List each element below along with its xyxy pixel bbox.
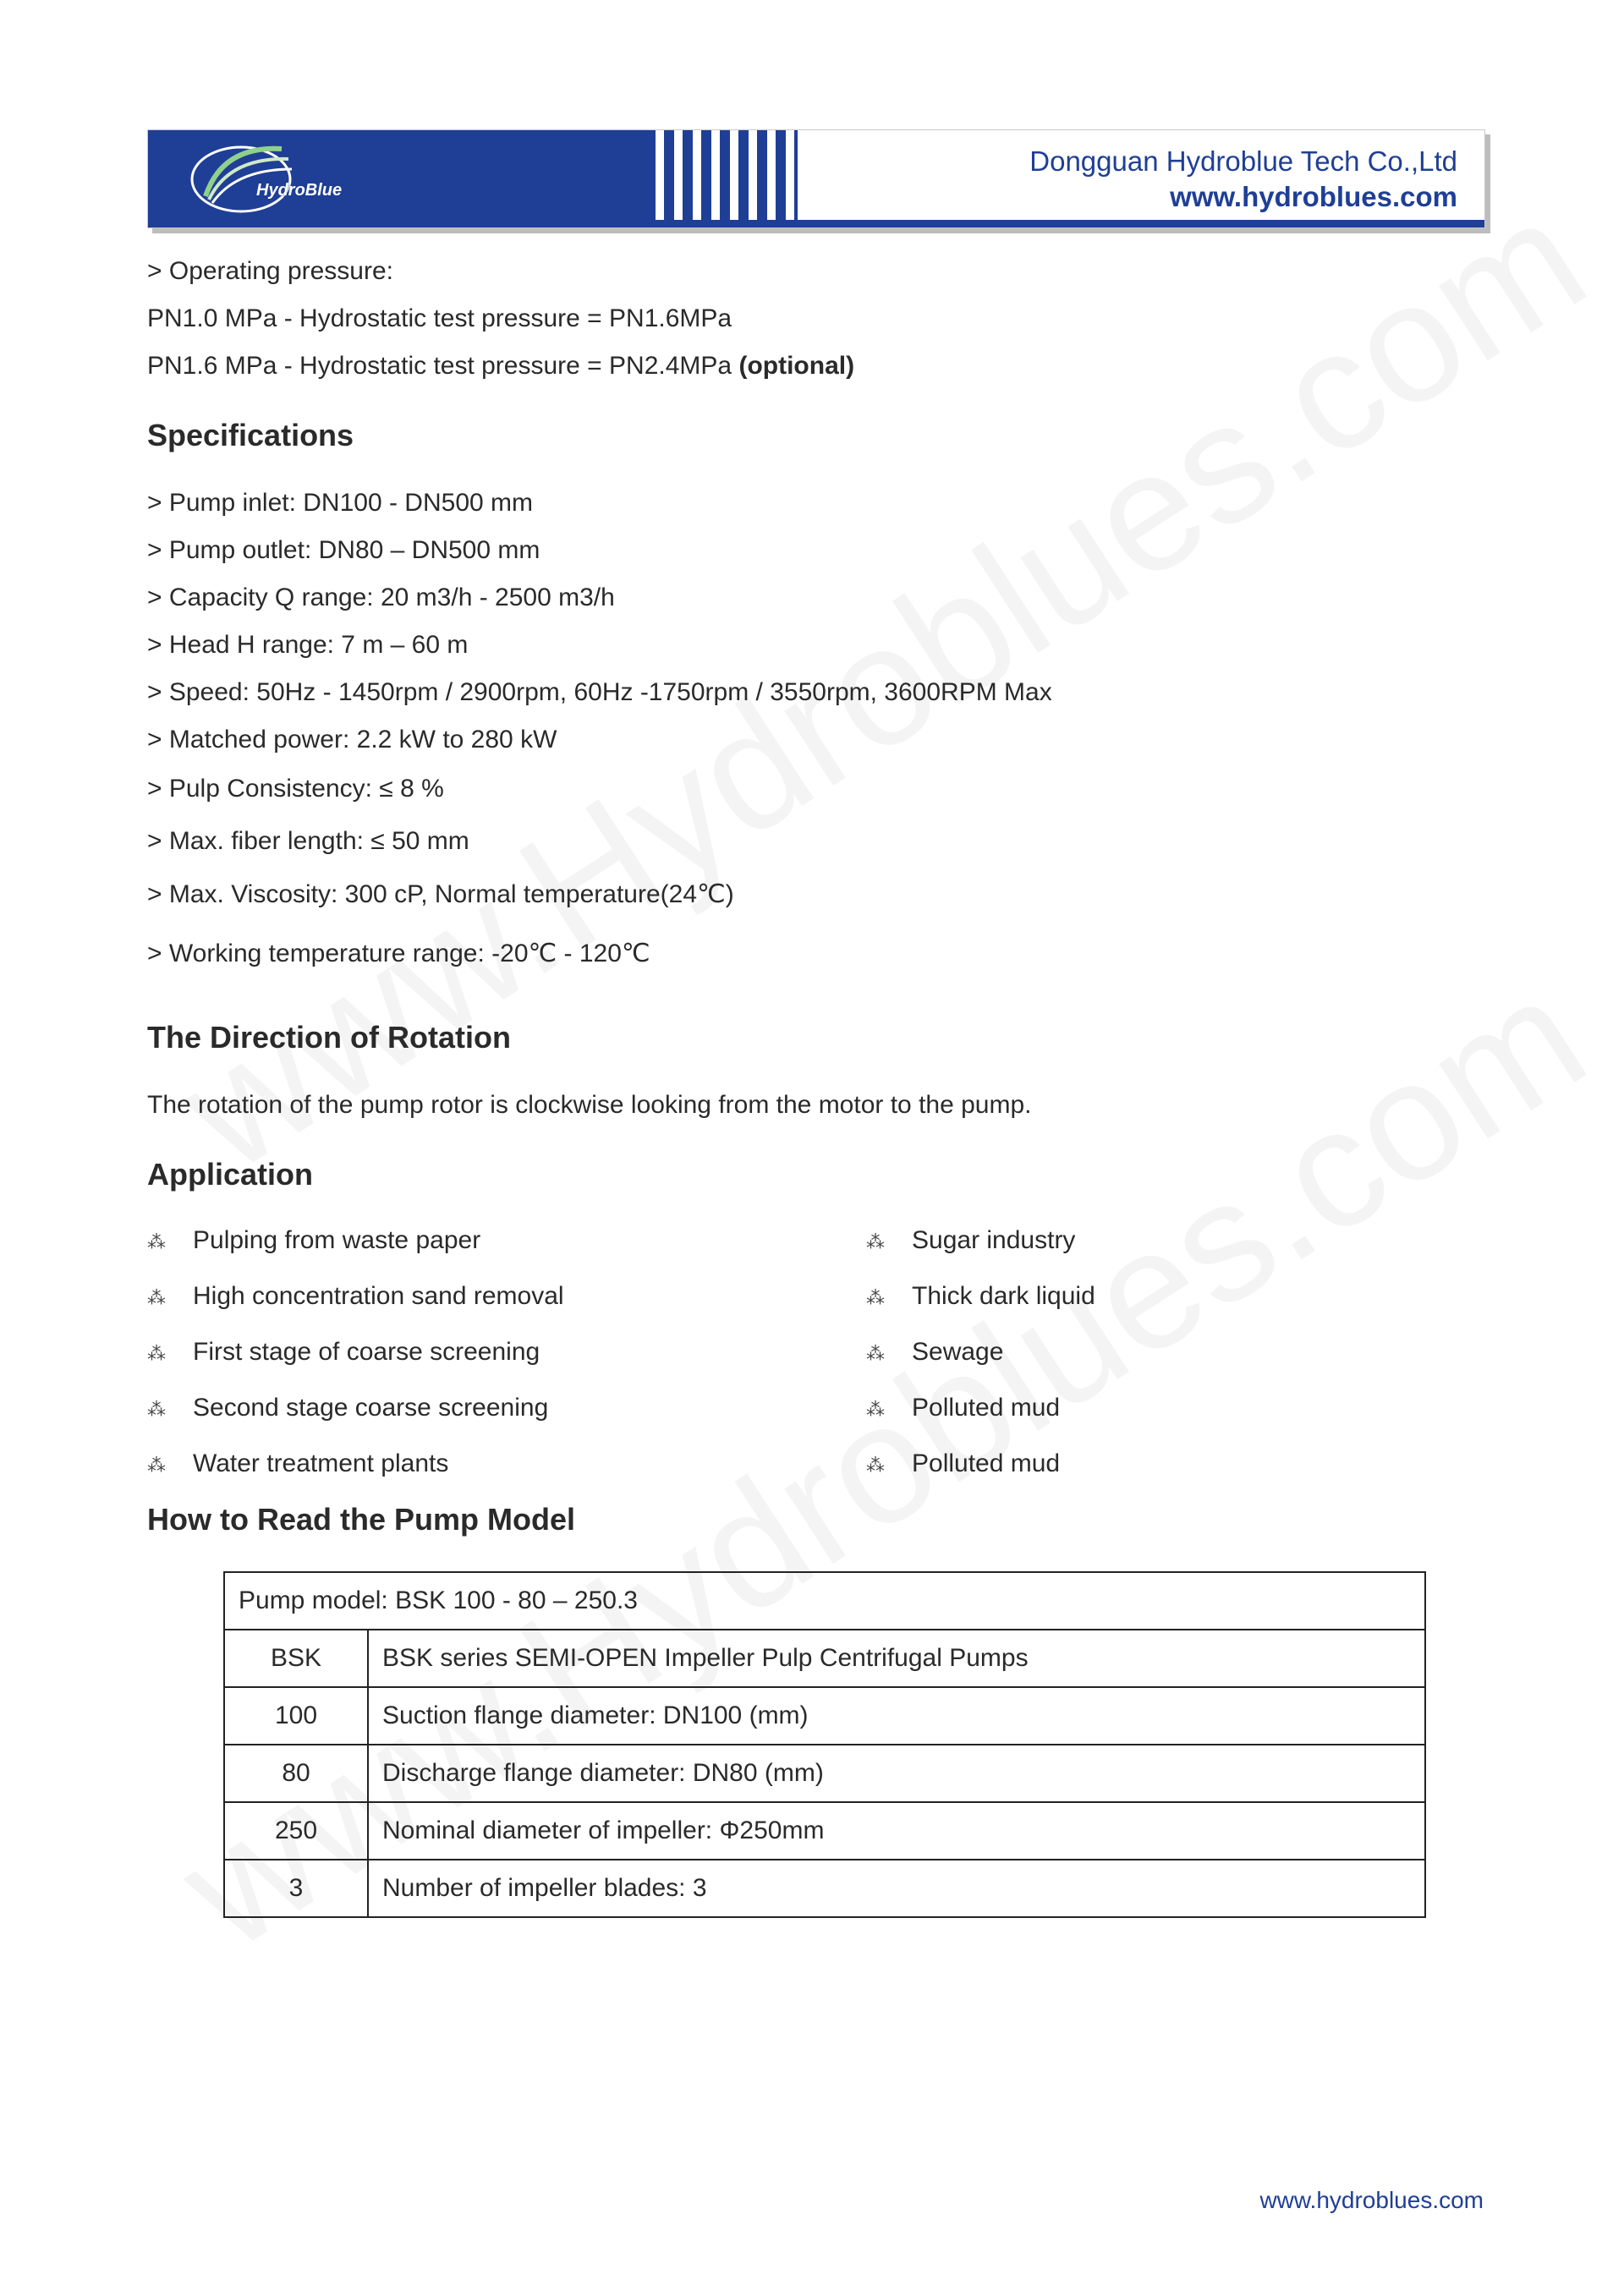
bullet-icon: ⁂	[147, 1287, 166, 1308]
application-item	[866, 1226, 1075, 1255]
bullet-icon: ⁂	[866, 1287, 885, 1308]
bullet-icon: ⁂	[866, 1455, 885, 1476]
application-item-label: High concentration sand removal	[193, 1282, 564, 1310]
model-code-cell: 250	[224, 1802, 368, 1860]
pressure-line-2-text: PN1.6 MPa - Hydrostatic test pressure = PN2.4MPa	[147, 352, 732, 380]
model-desc-cell: Suction flange diameter: DN100 (mm)	[368, 1687, 1425, 1745]
pressure-line-1: PN1.0 MPa - Hydrostatic test pressure = PN1.6MPa	[147, 304, 732, 332]
bullet-icon: ⁂	[866, 1231, 885, 1252]
model-code-cell: 3	[224, 1860, 368, 1917]
specifications-heading: Specifications	[147, 418, 354, 452]
model-code-cell: 80	[224, 1745, 368, 1802]
application-heading: Application	[147, 1157, 313, 1192]
header-stripes	[645, 130, 798, 221]
table-row	[224, 1802, 1425, 1860]
spec-item: > Pulp Consistency: ≤ 8 %	[147, 775, 444, 803]
footer-website[interactable]: www.hydroblues.com	[1259, 2187, 1484, 2213]
application-item	[147, 1282, 564, 1311]
pressure-line-2	[147, 352, 854, 381]
spec-item: > Capacity Q range: 20 m3/h - 2500 m3/h	[147, 584, 615, 611]
bullet-icon: ⁂	[147, 1399, 166, 1420]
spec-item: > Speed: 50Hz - 1450rpm / 2900rpm, 60Hz -1750rpm / 3550rpm, 3600RPM Max	[147, 678, 1052, 706]
rotation-text: The rotation of the pump rotor is clockwise looking from the motor to the pump.	[147, 1091, 1032, 1119]
spec-item: > Matched power: 2.2 kW to 280 kW	[147, 726, 557, 753]
bullet-icon: ⁂	[147, 1455, 166, 1476]
table-row	[224, 1687, 1425, 1745]
table-header-row	[224, 1572, 1425, 1630]
company-name: Dongguan Hydroblue Tech Co.,Ltd	[1029, 145, 1457, 177]
bullet-icon: ⁂	[147, 1231, 166, 1252]
application-item	[866, 1282, 1095, 1311]
optional-label: (optional)	[738, 352, 855, 380]
application-item	[866, 1449, 1060, 1478]
spec-item: > Max. Viscosity: 300 cP, Normal temperature(24℃)	[147, 880, 734, 908]
table-row	[224, 1745, 1425, 1802]
pump-model-heading: How to Read the Pump Model	[147, 1502, 576, 1537]
company-block	[1029, 144, 1457, 215]
application-item-label: Water treatment plants	[193, 1449, 449, 1477]
pump-model-table	[223, 1571, 1426, 1918]
spec-item: > Pump inlet: DN100 - DN500 mm	[147, 489, 534, 517]
bullet-icon: ⁂	[147, 1343, 166, 1364]
table-row	[224, 1860, 1425, 1917]
rotation-heading: The Direction of Rotation	[147, 1020, 511, 1055]
application-item	[147, 1394, 548, 1422]
pump-model-label: Pump model: BSK 100 - 80 – 250.3	[224, 1572, 1425, 1630]
bullet-icon: ⁂	[866, 1399, 885, 1420]
application-item-label: Sugar industry	[912, 1226, 1076, 1254]
logo-swirl-icon	[189, 137, 307, 215]
application-item-label: Pulping from waste paper	[193, 1226, 481, 1254]
model-desc-cell: Number of impeller blades: 3	[368, 1860, 1425, 1917]
header-bottom-line	[148, 220, 1484, 227]
table-row	[224, 1630, 1425, 1687]
bullet-icon: ⁂	[866, 1343, 885, 1364]
model-code-cell: BSK	[224, 1630, 368, 1687]
spec-item: > Head H range: 7 m – 60 m	[147, 631, 469, 659]
application-item	[147, 1449, 448, 1478]
model-desc-cell: Nominal diameter of impeller: Φ250mm	[368, 1802, 1425, 1860]
model-desc-cell: Discharge flange diameter: DN80 (mm)	[368, 1745, 1425, 1802]
application-item	[866, 1338, 1003, 1367]
spec-item: > Pump outlet: DN80 – DN500 mm	[147, 536, 540, 564]
spec-item: > Max. fiber length: ≤ 50 mm	[147, 827, 469, 855]
application-item-label: First stage of coarse screening	[193, 1338, 540, 1366]
application-item-label: Thick dark liquid	[912, 1282, 1095, 1310]
model-desc-cell: BSK series SEMI-OPEN Impeller Pulp Centrifugal Pumps	[368, 1630, 1425, 1687]
logo-text: HydroBlue	[256, 181, 343, 200]
application-item-label: Second stage coarse screening	[193, 1394, 549, 1422]
spec-item: > Working temperature range: -20℃ - 120℃	[147, 940, 650, 967]
application-item	[866, 1394, 1060, 1422]
application-item	[147, 1338, 540, 1367]
header-banner	[147, 129, 1485, 228]
hydroblue-logo	[189, 137, 343, 215]
application-item	[147, 1226, 480, 1255]
pressure-label: > Operating pressure:	[147, 257, 393, 285]
header-website[interactable]: www.hydroblues.com	[1170, 181, 1457, 212]
model-code-cell: 100	[224, 1687, 368, 1745]
application-item-label: Polluted mud	[912, 1449, 1061, 1477]
application-item-label: Polluted mud	[912, 1394, 1061, 1422]
application-item-label: Sewage	[912, 1338, 1004, 1366]
